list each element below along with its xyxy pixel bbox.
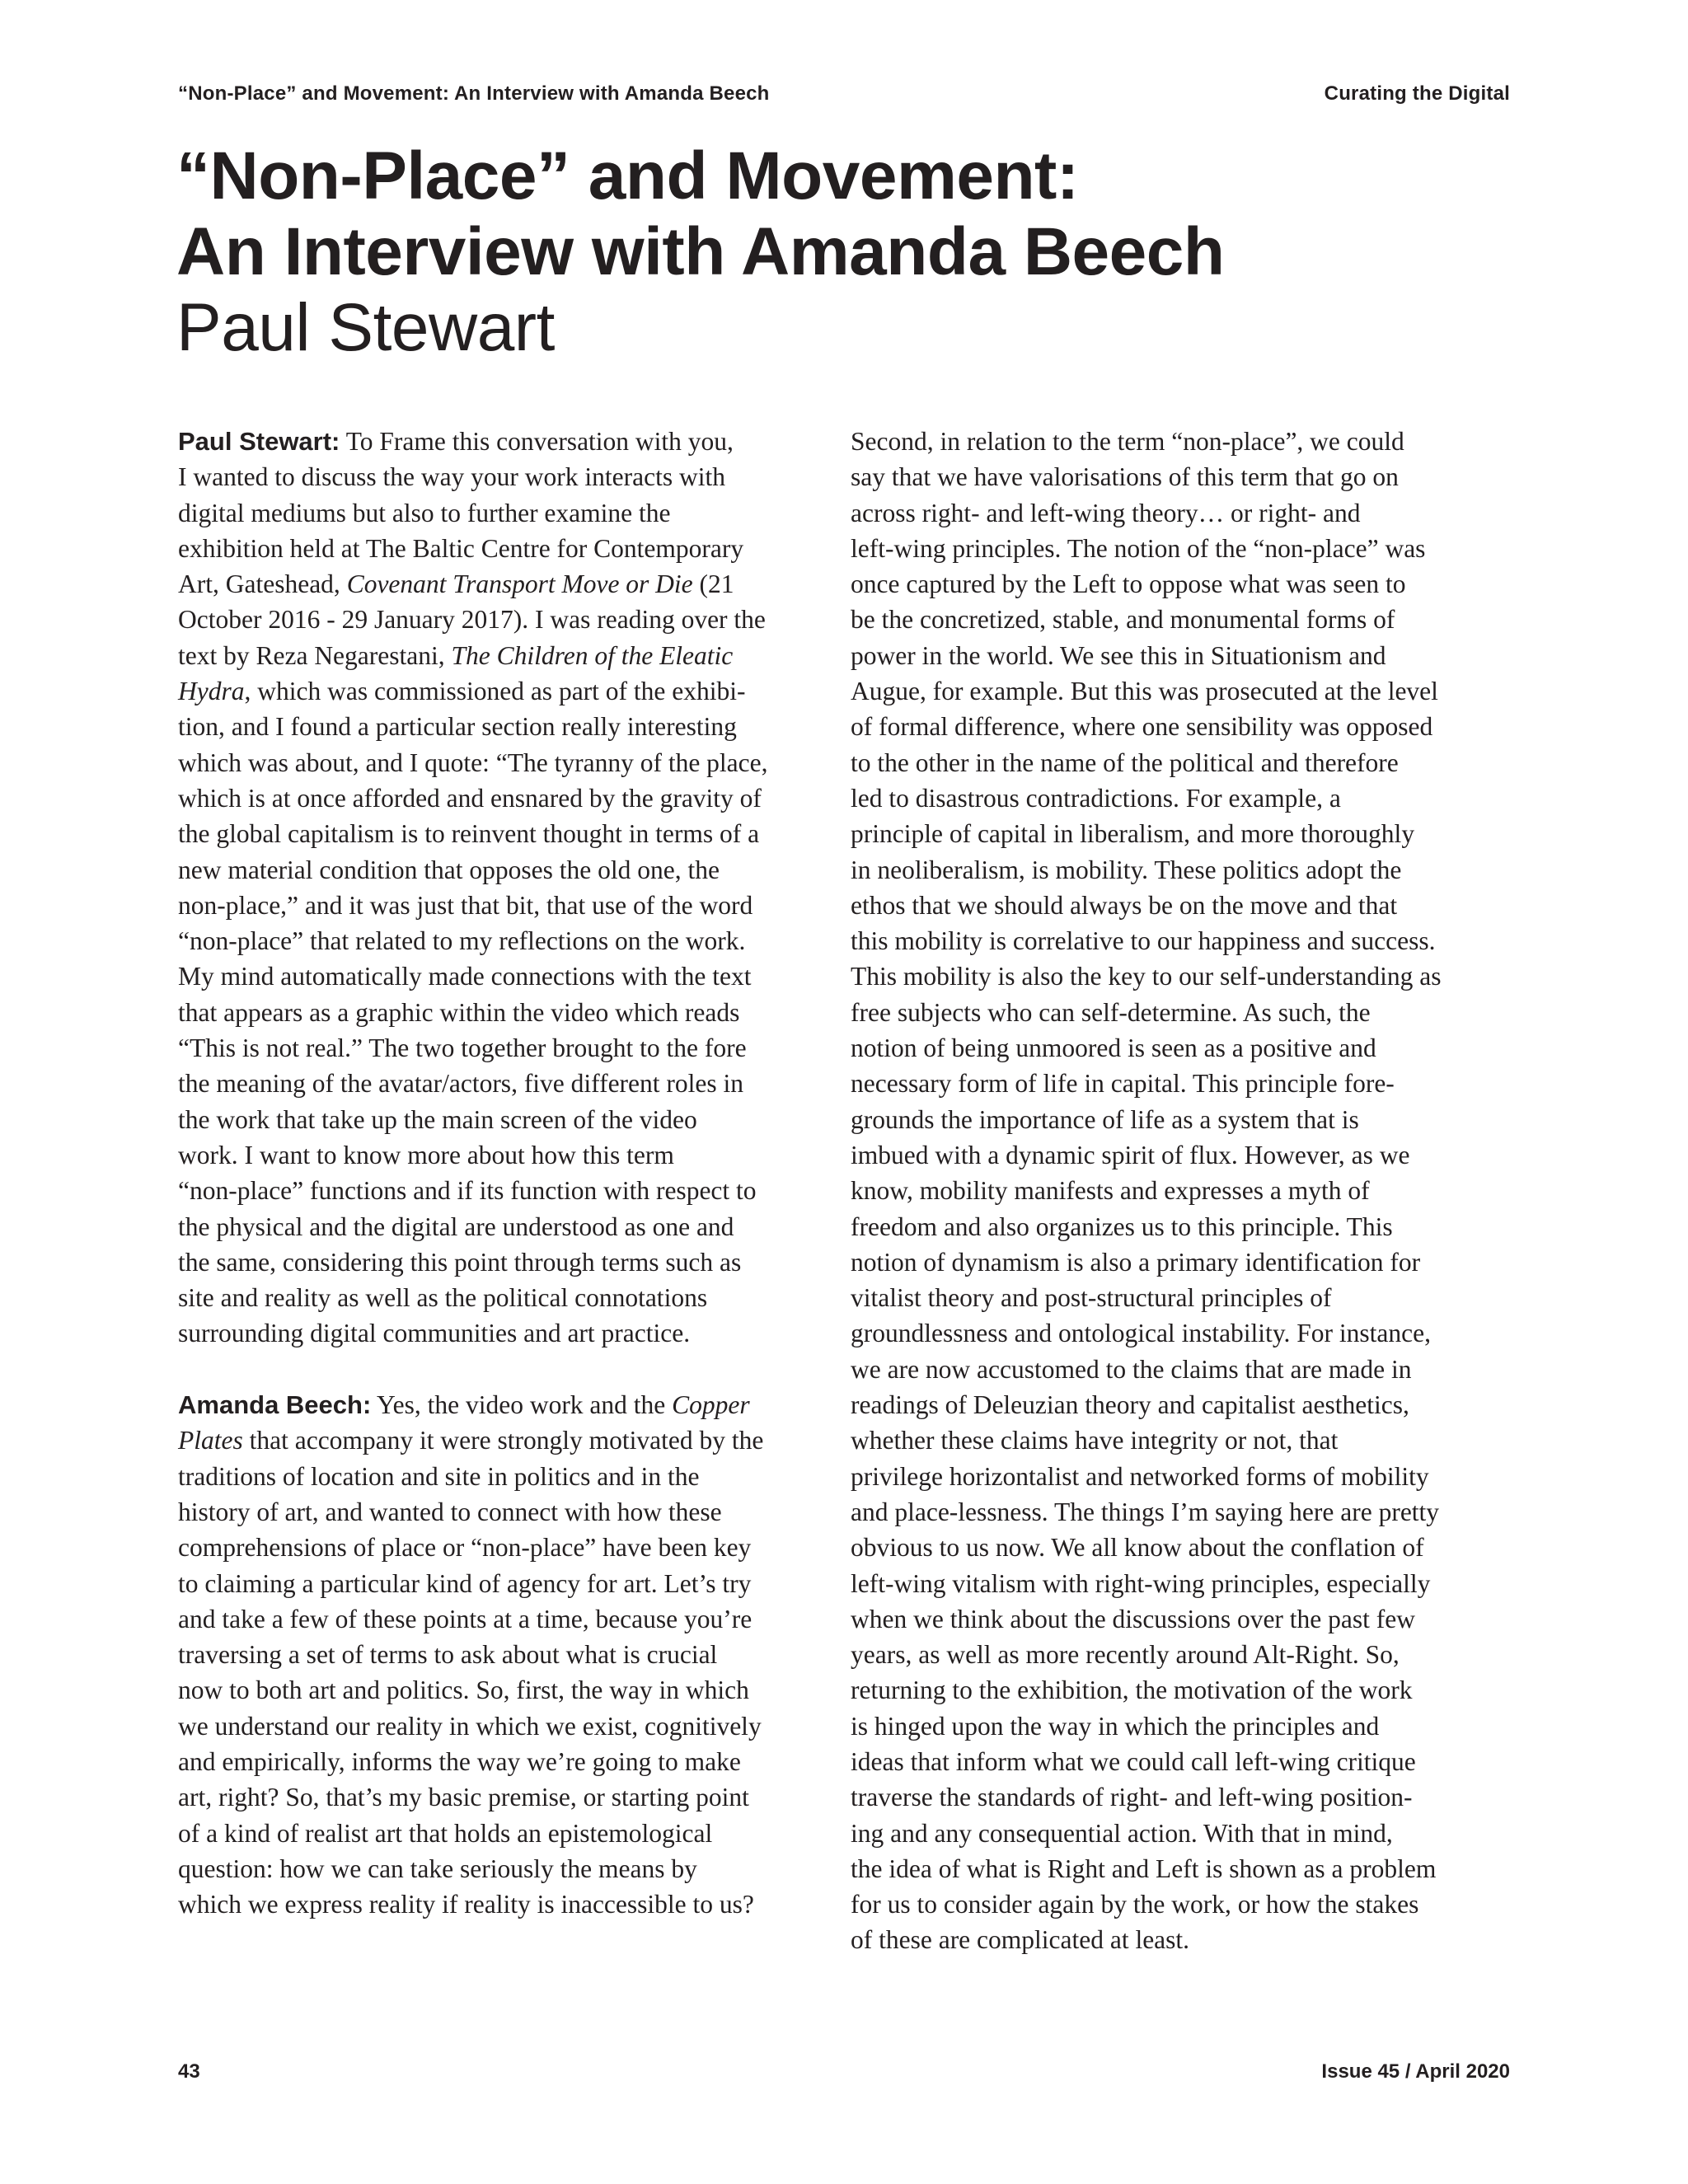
- text-title: The Children of the Eleatic: [451, 640, 734, 670]
- text-line: power in the world. We see this in Situationism and: [851, 640, 1386, 670]
- text-line: know, mobility manifests and expresses a myth of: [851, 1176, 1370, 1206]
- text-line: returning to the exhibition, the motivation of the work: [851, 1675, 1413, 1705]
- text-line: new material condition that opposes the old one, the: [178, 855, 720, 884]
- text-line: traditions of location and site in politics and in the: [178, 1461, 700, 1491]
- text-line: in neoliberalism, is mobility. These politics adopt the: [851, 855, 1402, 884]
- text-line: across right- and left-wing theory… or right- and: [851, 498, 1361, 527]
- text-line: Art, Gateshead, Covenant Transport Move or Die (21: [178, 569, 734, 599]
- text-line: we are now accustomed to the claims that are made in: [851, 1354, 1412, 1384]
- text-line: principle of capital in liberalism, and more thoroughly: [851, 819, 1415, 849]
- running-head-publication: Curating the Digital: [1324, 82, 1510, 105]
- text-line: this mobility is correlative to our happiness and success.: [851, 926, 1436, 956]
- text-line: now to both art and politics. So, first, the way in which: [178, 1675, 749, 1705]
- text-line: notion of dynamism is also a primary identification for: [851, 1247, 1421, 1277]
- text-line: left-wing vitalism with right-wing principles, especially: [851, 1568, 1431, 1598]
- speaker-paul-stewart: Paul Stewart:: [178, 427, 340, 456]
- text-line: of a kind of realist art that holds an epistemological: [178, 1818, 713, 1848]
- text-line: the physical and the digital are understood as one and: [178, 1212, 734, 1241]
- text-line: readings of Deleuzian theory and capitalist aesthetics,: [851, 1390, 1409, 1420]
- text-line: October 2016 - 29 January 2017). I was reading over the: [178, 605, 766, 635]
- text-line: “This is not real.” The two together brought to the fore: [178, 1033, 747, 1063]
- text-line: of formal difference, where one sensibility was opposed: [851, 712, 1433, 742]
- text-line: privilege horizontalist and networked forms of mobility: [851, 1461, 1429, 1491]
- text-line: and place-lessness. The things I’m saying here are pretty: [851, 1497, 1440, 1526]
- text-line: art, right? So, that’s my basic premise, or starting point: [178, 1783, 749, 1812]
- paragraph-gap: [178, 1352, 821, 1387]
- text-line: “non-place” functions and if its function with respect to: [178, 1176, 757, 1206]
- text-line: which we express reality if reality is inaccessible to us?: [178, 1890, 754, 1919]
- text-line: left-wing principles. The notion of the “non-place” was: [851, 533, 1426, 563]
- text-line: that appears as a graphic within the video which reads: [178, 997, 740, 1027]
- text-line: Hydra, which was commissioned as part of the exhibi-: [178, 677, 746, 706]
- text-line: This mobility is also the key to our self-understanding as: [851, 962, 1442, 991]
- text-line: I wanted to discuss the way your work interacts with: [178, 462, 725, 492]
- text-line: work. I want to know more about how this term: [178, 1140, 674, 1169]
- text-line: led to disastrous contradictions. For example, a: [851, 783, 1341, 813]
- text-line: is hinged upon the way in which the principles and: [851, 1711, 1380, 1741]
- article-title-block: [176, 138, 1512, 366]
- text-line: say that we have valorisations of this term that go on: [851, 462, 1399, 492]
- text-line: “non-place” that related to my reflections on the work.: [178, 926, 746, 956]
- text-line: freedom and also organizes us to this principle. This: [851, 1212, 1393, 1241]
- text-line: the idea of what is Right and Left is shown as a problem: [851, 1854, 1437, 1883]
- work-title: Copper: [672, 1390, 750, 1420]
- text-line: Second, in relation to the term “non-place”, we could: [851, 427, 1404, 456]
- text-line: imbued with a dynamic spirit of flux. However, as we: [851, 1140, 1410, 1169]
- text-line: Paul Stewart: To Frame this conversation with you,: [178, 427, 734, 456]
- text-line: question: how we can take seriously the means by: [178, 1854, 697, 1883]
- text-line: obvious to us now. We all know about the conflation of: [851, 1533, 1424, 1563]
- text-line: years, as well as more recently around Alt-Right. So,: [851, 1640, 1400, 1670]
- text-title-cont: Hydra: [178, 677, 245, 706]
- text-line: for us to consider again by the work, or how the stakes: [851, 1890, 1419, 1919]
- text-line: when we think about the discussions over the past few: [851, 1604, 1415, 1633]
- text-line: free subjects who can self-determine. As such, the: [851, 997, 1371, 1027]
- text-line: the work that take up the main screen of the video: [178, 1104, 697, 1134]
- text-line: notion of being unmoored is seen as a positive and: [851, 1033, 1376, 1063]
- text-line: traversing a set of terms to ask about what is crucial: [178, 1640, 718, 1670]
- text-line: the global capitalism is to reinvent thought in terms of a: [178, 819, 760, 849]
- text-line: Augue, for example. But this was prosecuted at the level: [851, 677, 1438, 706]
- text-line: to the other in the name of the political and therefore: [851, 748, 1399, 777]
- text-line: ethos that we should always be on the move and that: [851, 890, 1398, 920]
- left-column: [178, 424, 821, 1922]
- page-number: 43: [178, 2060, 200, 2083]
- text-line: and take a few of these points at a time, because you’re: [178, 1604, 753, 1633]
- article-title-line-1: “Non-Place” and Movement:: [176, 138, 1079, 213]
- text-line: Amanda Beech: Yes, the video work and the Copper: [178, 1390, 750, 1420]
- speaker-amanda-beech: Amanda Beech:: [178, 1390, 372, 1420]
- text-line: traverse the standards of right- and left-wing position-: [851, 1783, 1413, 1812]
- text-line: history of art, and wanted to connect with how these: [178, 1497, 722, 1526]
- text-line: be the concretized, stable, and monumental forms of: [851, 605, 1395, 635]
- text-line: of these are complicated at least.: [851, 1925, 1190, 1955]
- work-title-cont: Plates: [178, 1426, 243, 1455]
- text-line: and empirically, informs the way we’re going to make: [178, 1746, 741, 1776]
- text-line: necessary form of life in capital. This principle fore-: [851, 1069, 1395, 1099]
- text-line: we understand our reality in which we exist, cognitively: [178, 1711, 762, 1741]
- article-title-line-2: An Interview with Amanda Beech: [176, 214, 1225, 289]
- text-line: Plates that accompany it were strongly motivated by the: [178, 1426, 764, 1455]
- text-line: surrounding digital communities and art practice.: [178, 1319, 691, 1348]
- text-line: ideas that inform what we could call left-wing critique: [851, 1746, 1416, 1776]
- running-head-title: “Non-Place” and Movement: An Interview with Amanda Beech: [178, 82, 770, 105]
- text-line: whether these claims have integrity or not, that: [851, 1426, 1339, 1455]
- text-line: comprehensions of place or “non-place” have been key: [178, 1533, 752, 1563]
- text-line: grounds the importance of life as a system that is: [851, 1104, 1359, 1134]
- text-line: tion, and I found a particular section really interesting: [178, 712, 737, 742]
- text-line: non-place,” and it was just that bit, that use of the word: [178, 890, 753, 920]
- text-line: ing and any consequential action. With that in mind,: [851, 1818, 1393, 1848]
- text-line: exhibition held at The Baltic Centre for Contemporary: [178, 533, 744, 563]
- text-line: which is at once afforded and ensnared by the gravity of: [178, 783, 762, 813]
- article-author: Paul Stewart: [176, 290, 555, 365]
- text-line: My mind automatically made connections with the text: [178, 962, 752, 991]
- issue-info: Issue 45 / April 2020: [1321, 2060, 1510, 2083]
- text-line: vitalist theory and post-structural principles of: [851, 1283, 1332, 1313]
- text-line: which was about, and I quote: “The tyranny of the place,: [178, 748, 768, 777]
- text-line: site and reality as well as the political connotations: [178, 1283, 708, 1313]
- text-line: to claiming a particular kind of agency for art. Let’s try: [178, 1568, 752, 1598]
- text-line: groundlessness and ontological instability. For instance,: [851, 1319, 1431, 1348]
- exhibition-title: Covenant Transport Move or Die: [346, 569, 693, 599]
- text-line: the meaning of the avatar/actors, five different roles in: [178, 1069, 744, 1099]
- text-line: the same, considering this point through terms such as: [178, 1247, 742, 1277]
- text-line: text by Reza Negarestani, The Children of the Eleatic: [178, 640, 734, 670]
- text-line: digital mediums but also to further examine the: [178, 498, 671, 527]
- right-column: [851, 424, 1493, 1958]
- text-line: once captured by the Left to oppose what was seen to: [851, 569, 1406, 599]
